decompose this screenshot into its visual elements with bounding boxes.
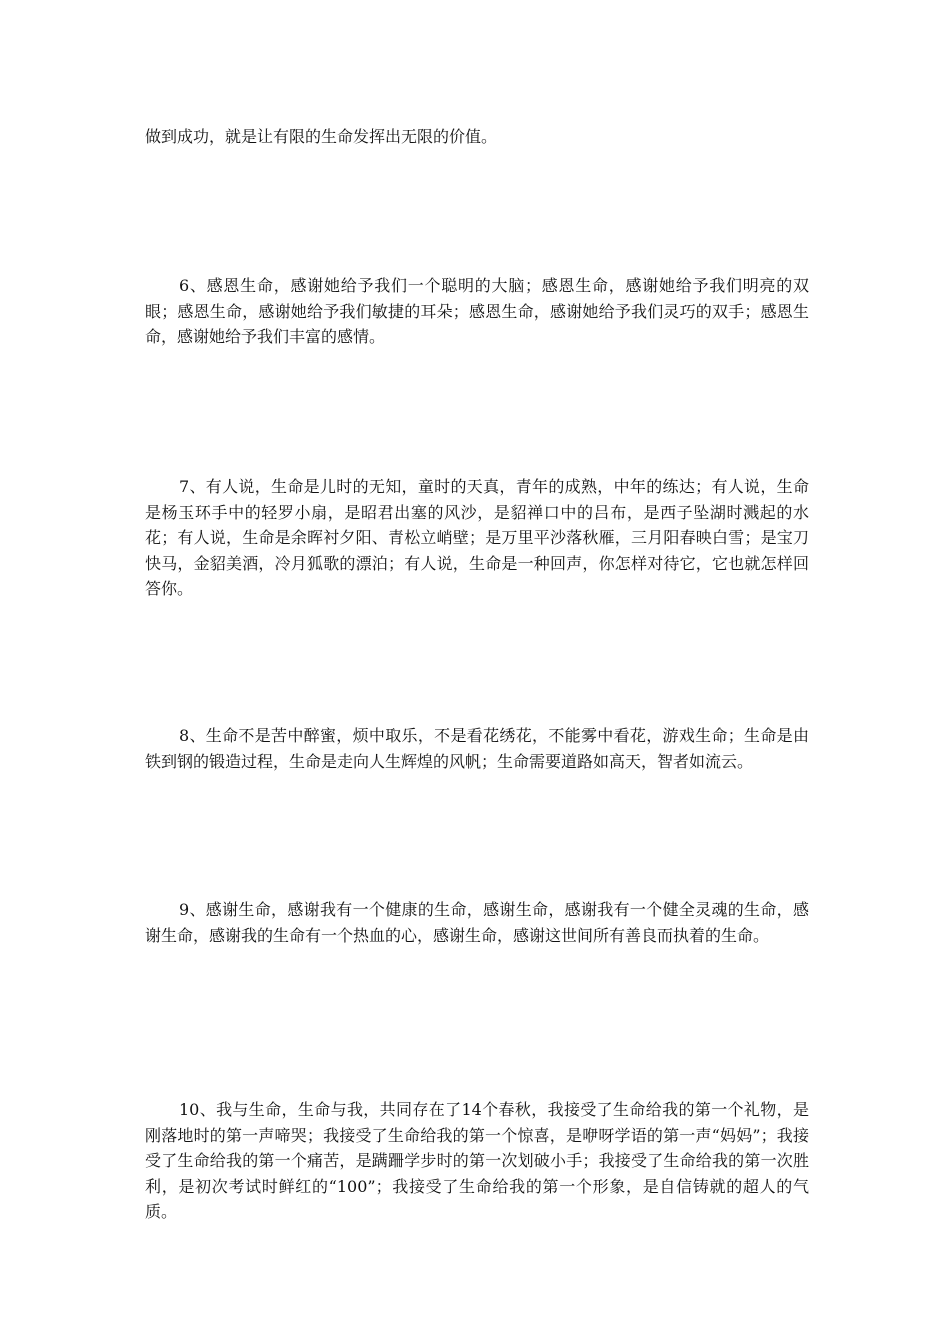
- paragraph-7: 7、有人说，生命是儿时的无知，童时的天真，青年的成熟，中年的练达；有人说，生命是杨玉环手中的轻罗小扇，是昭君出塞的风沙，是貂禅口中的吕布，是西子坠湖时溅起的水花；有人说，生命是余晖衬夕阳、青松立峭壁；是万里平沙落秋雁，三月阳春映白雪；是宝刀快马，金貂美酒，冷月狐歌的漂泊；有人说，生命是一种回声，你怎样对待它，它也就怎样回答你。: [145, 477, 809, 598]
- paragraph-8: 8、生命不是苦中醉蜜，烦中取乐，不是看花绣花，不能雾中看花，游戏生命；生命是由铁到钢的锻造过程，生命是走向人生辉煌的风帆；生命需要道路如高天，智者如流云。: [145, 726, 809, 771]
- paragraph-10: 10、我与生命，生命与我，共同存在了14个春秋，我接受了生命给我的第一个礼物，是刚落地时的第一声啼哭；我接受了生命给我的第一个惊喜，是咿呀学语的第一声“妈妈”；我接受了生命给我的第一个痛苦，是蹒跚学步时的第一次划破小手；我接受了生命给我的第一次胜利，是初次考试时鲜红的“100”；我接受了生命给我的第一个形象，是自信铸就的超人的气质。: [145, 1100, 809, 1221]
- paragraph-9: 9、感谢生命，感谢我有一个健康的生命，感谢生命，感谢我有一个健全灵魂的生命，感谢生命，感谢我的生命有一个热血的心，感谢生命，感谢这世间所有善良而执着的生命。: [145, 900, 809, 945]
- paragraph-continuation: 做到成功，就是让有限的生命发挥出无限的价值。: [145, 127, 498, 146]
- paragraph-6: 6、感恩生命，感谢她给予我们一个聪明的大脑；感恩生命，感谢她给予我们明亮的双眼；感恩生命，感谢她给予我们敏捷的耳朵；感恩生命，感谢她给予我们灵巧的双手；感恩生命，感谢她给予我们丰富的感情。: [145, 276, 809, 346]
